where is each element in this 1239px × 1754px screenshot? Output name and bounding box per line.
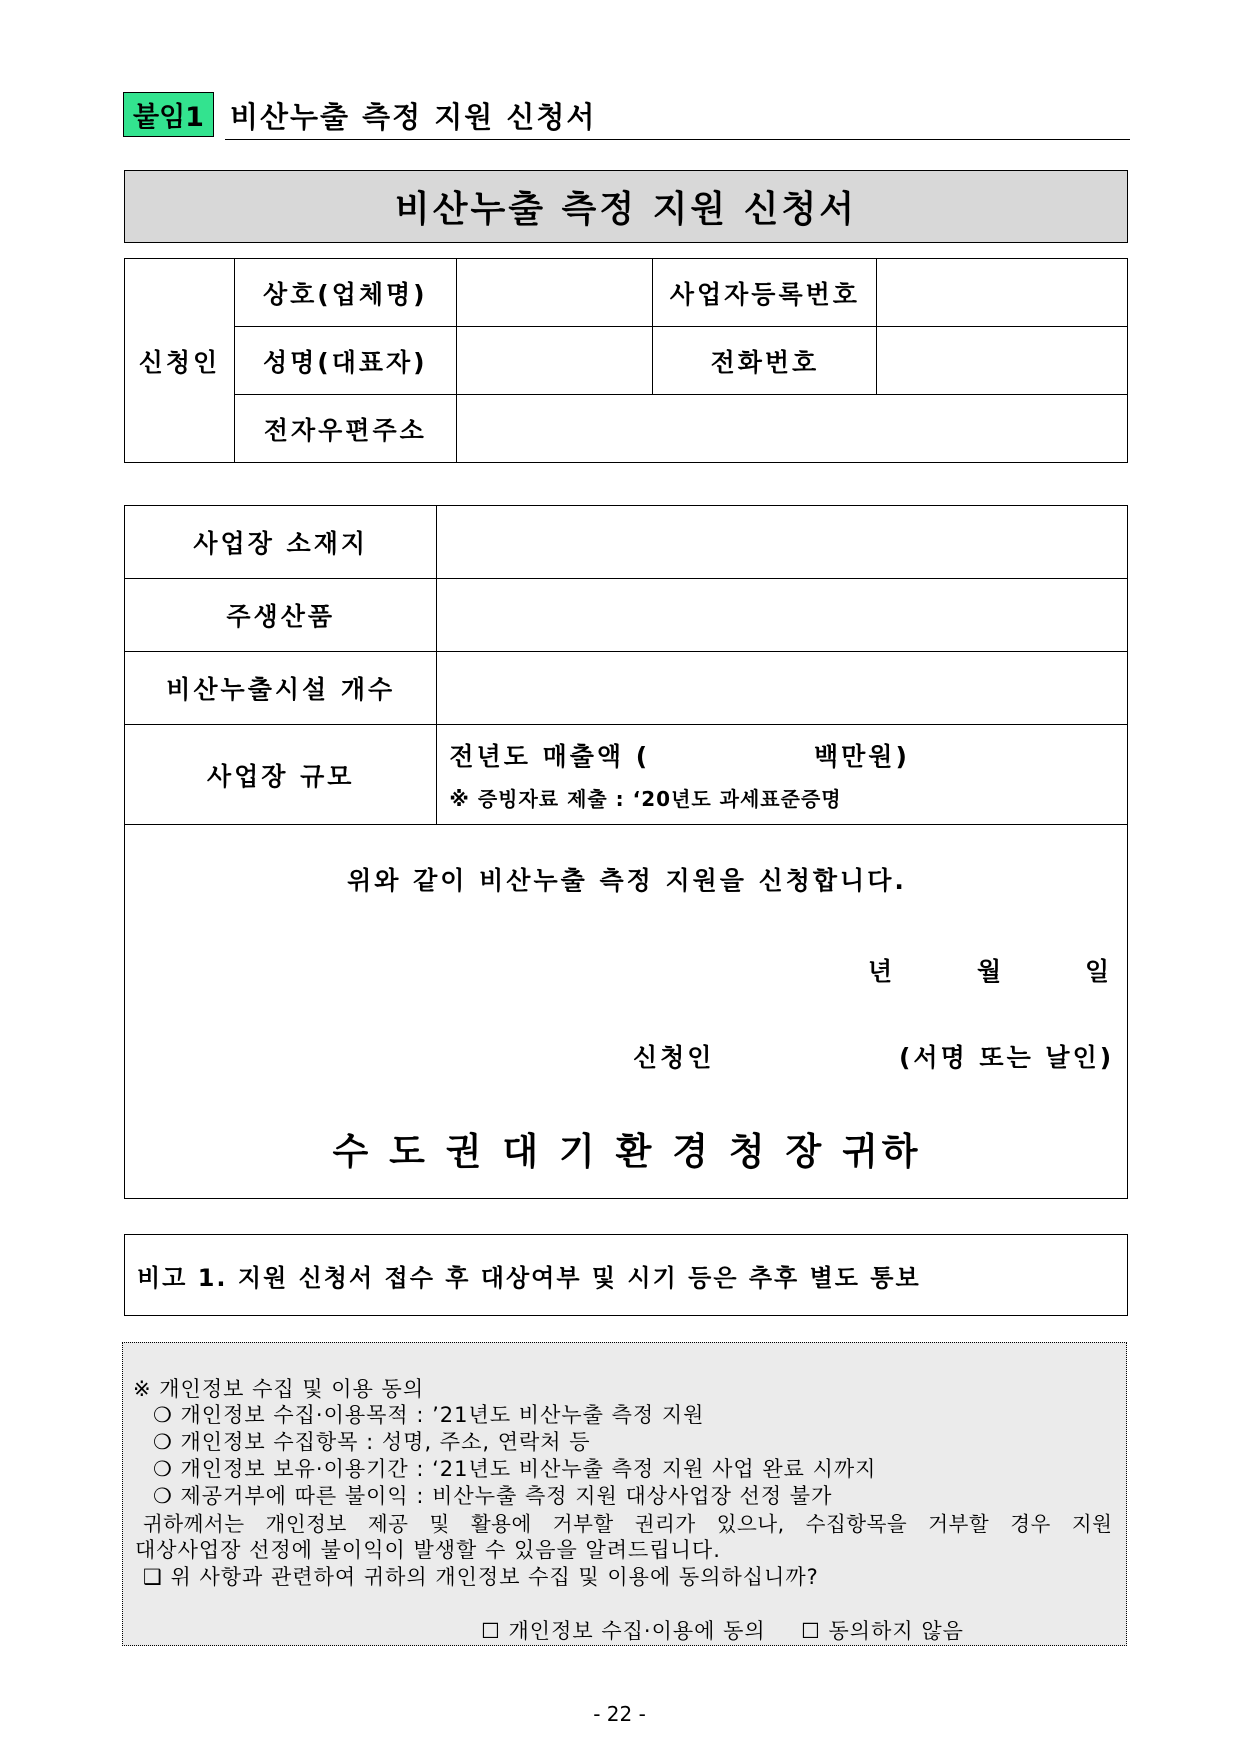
company-name-field[interactable] [456, 259, 653, 327]
agree-label: 개인정보 수집·이용에 동의 [508, 1619, 766, 1643]
business-scale-field[interactable] [437, 725, 1128, 825]
facility-count-field[interactable] [437, 652, 1128, 725]
phone-field[interactable] [877, 327, 1128, 395]
attachment-tag: 붙임1 [123, 92, 214, 137]
declaration-statement: 위와 같이 비산누출 측정 지원을 신청합니다. [347, 866, 907, 895]
agree-option[interactable] [481, 1615, 766, 1645]
consent-box [122, 1342, 1127, 1646]
agree-checkbox[interactable]: ☐ [481, 1619, 501, 1643]
consent-notice-cont: 대상사업장 선정에 불이익이 발생할 수 있음을 알려드립니다. [135, 1538, 721, 1562]
representative-name-label: 성명(대표자) [234, 327, 456, 395]
evidence-note: ※ 증빙자료 제출 : ‘20년도 과세표준증명 [449, 787, 842, 811]
sales-text: 전년도 매출액 ( 백만원) [449, 742, 910, 771]
date-day: 일 [1085, 957, 1113, 986]
disagree-option[interactable] [801, 1615, 964, 1645]
consent-item: ❍ 개인정보 수집항목 : 성명, 주소, 연락처 등 [153, 1430, 591, 1454]
email-field[interactable] [456, 395, 1127, 463]
location-field[interactable] [437, 506, 1128, 579]
recipient-line: 수 도 권 대 기 환 경 청 장 귀하 [332, 1130, 922, 1173]
biz-reg-number-field[interactable] [877, 259, 1128, 327]
phone-label: 전화번호 [653, 327, 877, 395]
business-scale-label: 사업장 규모 [125, 725, 437, 825]
company-name-label: 상호(업체명) [234, 259, 456, 327]
email-label: 전자우편주소 [234, 395, 456, 463]
date-month: 월 [977, 957, 1005, 986]
remarks-text: 비고 1. 지원 신청서 접수 후 대상여부 및 시기 등은 추후 별도 통보 [137, 1263, 921, 1292]
representative-name-field[interactable] [456, 327, 653, 395]
declaration-cell [125, 825, 1128, 1199]
consent-title: ※ 개인정보 수집 및 이용 동의 [133, 1377, 425, 1401]
header-underline [225, 139, 1130, 140]
remarks-box [124, 1234, 1128, 1316]
consent-item: ❍ 개인정보 보유·이용기간 : ‘21년도 비산누출 측정 지원 사업 완료 시까지 [153, 1457, 877, 1481]
form-title: 비산누출 측정 지원 신청서 [124, 170, 1128, 243]
facility-count-label: 비산누출시설 개수 [125, 652, 437, 725]
main-product-label: 주생산품 [125, 579, 437, 652]
consent-notice: 귀하께서는 개인정보 제공 및 활용에 거부할 권리가 있으나, 수집항목을 거부할 경우 지원 [143, 1512, 1113, 1536]
consent-item: ❍ 개인정보 수집·이용목적 : ’21년도 비산누출 측정 지원 [153, 1403, 705, 1427]
applicant-table [124, 258, 1128, 463]
main-product-field[interactable] [437, 579, 1128, 652]
consent-item: ❍ 제공거부에 따른 불이익 : 비산누출 측정 지원 대상사업장 선정 불가 [153, 1484, 833, 1508]
header-title: 비산누출 측정 지원 신청서 [230, 100, 597, 134]
page-number: - 22 - [593, 1702, 646, 1726]
signature-applicant-label: 신청인 [633, 1043, 715, 1072]
disagree-label: 동의하지 않음 [828, 1619, 964, 1643]
consent-question: ❑ 위 사항과 관련하여 귀하의 개인정보 수집 및 이용에 동의하십니까? [143, 1565, 819, 1589]
location-label: 사업장 소재지 [125, 506, 437, 579]
signature-label[interactable]: (서명 또는 날인) [899, 1043, 1115, 1072]
biz-reg-number-label: 사업자등록번호 [653, 259, 877, 327]
business-table [124, 505, 1128, 1199]
disagree-checkbox[interactable]: ☐ [801, 1619, 821, 1643]
date-year: 년 [868, 957, 896, 986]
applicant-group-label: 신청인 [125, 259, 235, 463]
